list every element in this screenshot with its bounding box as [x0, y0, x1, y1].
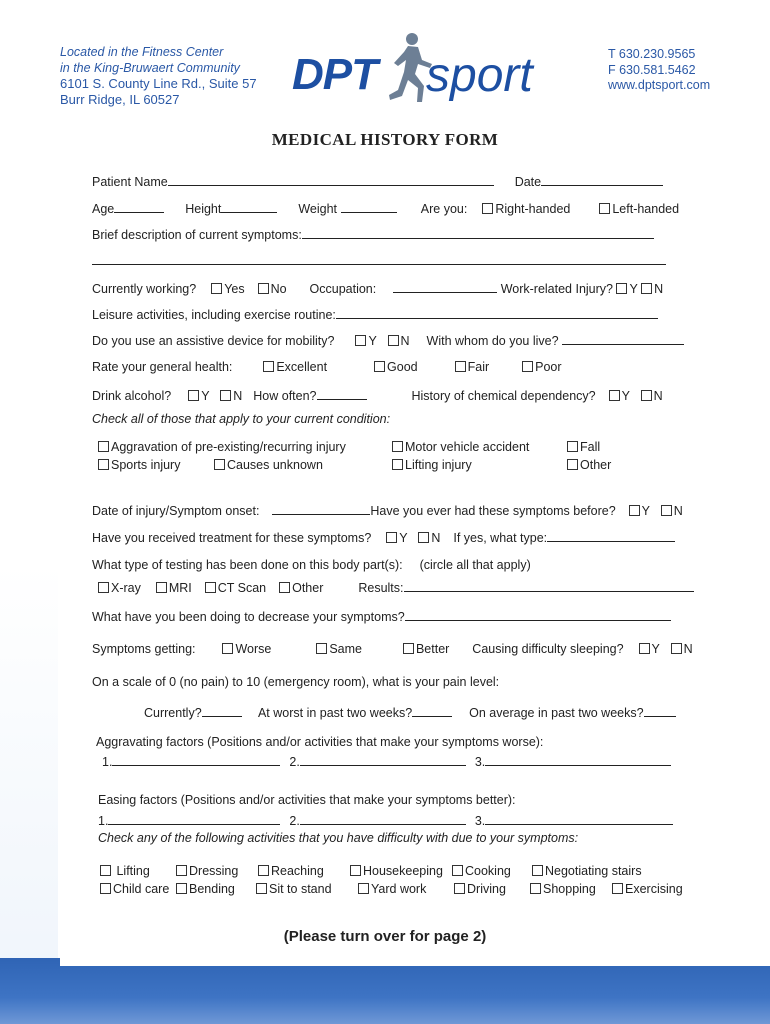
aggravation-label: Aggravation of pre-existing/recurring injury — [111, 440, 346, 454]
num-2: 2. — [289, 755, 300, 769]
num-2: 2. — [289, 814, 300, 828]
left-handed-label: Left-handed — [612, 202, 680, 216]
aggravating-1-field[interactable] — [112, 753, 280, 766]
dressing-label: Dressing — [189, 864, 239, 878]
had-before-y-checkbox[interactable] — [629, 505, 640, 516]
currently-label: Currently? — [144, 706, 202, 720]
testing-other-checkbox[interactable] — [279, 582, 290, 593]
activity-bending — [176, 882, 235, 896]
y-label: Y — [651, 642, 660, 656]
n-label: N — [683, 642, 693, 656]
causes-unknown-checkbox[interactable] — [214, 459, 225, 470]
cooking-label: Cooking — [465, 864, 511, 878]
date-field[interactable] — [541, 173, 663, 186]
patient-name-label: Patient Name — [92, 175, 168, 189]
decrease-field[interactable] — [405, 608, 671, 621]
condition-lifting — [392, 458, 472, 472]
y-label: Y — [399, 531, 408, 545]
n-label: N — [654, 282, 664, 296]
work-injury-label: Work-related Injury? — [500, 282, 613, 296]
right-handed-label: Right-handed — [495, 202, 571, 216]
y-label: Y — [201, 389, 210, 403]
child-care-checkbox[interactable] — [100, 883, 111, 894]
row-assistive — [92, 332, 684, 348]
pain-worst-field[interactable] — [412, 704, 452, 717]
sleeping-y-checkbox[interactable] — [639, 643, 650, 654]
weight-label: Weight — [298, 202, 338, 216]
good-checkbox[interactable] — [374, 361, 385, 372]
treatment-type-field[interactable] — [547, 529, 675, 542]
same-label: Same — [329, 642, 362, 656]
row-onset — [92, 502, 683, 518]
brief-desc-line-2[interactable] — [92, 264, 666, 265]
whom-field[interactable] — [562, 332, 684, 345]
activity-cooking — [452, 864, 511, 878]
row-decrease — [92, 608, 671, 624]
activity-child-care — [100, 882, 169, 896]
lifting-checkbox[interactable] — [100, 865, 111, 876]
age-label: Age — [92, 202, 115, 216]
form-title: MEDICAL HISTORY FORM — [271, 130, 499, 149]
dressing-checkbox[interactable] — [176, 865, 187, 876]
sit-stand-label: Sit to stand — [269, 882, 332, 896]
cooking-checkbox[interactable] — [452, 865, 463, 876]
occupation-field[interactable] — [393, 280, 497, 293]
activity-reaching — [258, 864, 324, 878]
driving-checkbox[interactable] — [454, 883, 465, 894]
are-you-label: Are you: — [420, 202, 468, 216]
sports-label: Sports injury — [111, 458, 181, 472]
y-label: Y — [621, 389, 630, 403]
housekeeping-checkbox[interactable] — [350, 865, 361, 876]
n-label: N — [400, 334, 410, 348]
onset-field[interactable] — [272, 502, 370, 515]
condition-other — [567, 458, 611, 472]
age-field[interactable] — [114, 200, 164, 213]
activity-yard-work — [358, 882, 426, 896]
fair-label: Fair — [467, 360, 490, 374]
if-yes-label: If yes, what type: — [453, 531, 548, 545]
logo-text-dpt: DPT — [292, 50, 377, 99]
reaching-label: Reaching — [271, 864, 324, 878]
row-aggravating-fields — [102, 753, 671, 769]
check-all-label: Check all of those that apply to your current condition: — [92, 412, 391, 426]
symptoms-getting-label: Symptoms getting: — [92, 642, 196, 656]
activity-dressing — [176, 864, 238, 878]
exercising-label: Exercising — [625, 882, 683, 896]
fax: F 630.581.5462 — [608, 62, 696, 77]
phone: T 630.230.9565 — [608, 47, 696, 61]
aggravating-2-field[interactable] — [300, 753, 466, 766]
treatment-label: Have you received treatment for these symptoms? — [92, 531, 372, 545]
driving-label: Driving — [467, 882, 506, 896]
yard-work-checkbox[interactable] — [358, 883, 369, 894]
condition-motor — [392, 440, 529, 454]
mri-label: MRI — [168, 581, 192, 595]
sports-checkbox[interactable] — [98, 459, 109, 470]
results-label: Results: — [358, 581, 404, 595]
no-label: No — [270, 282, 287, 296]
y-label: Y — [629, 282, 638, 296]
testing-other-label: Other — [292, 581, 324, 595]
assistive-label: Do you use an assistive device for mobility? — [92, 334, 335, 348]
yes-label: Yes — [224, 282, 245, 296]
row-health — [92, 360, 562, 374]
easing-1-field[interactable] — [108, 812, 280, 825]
had-before-n-checkbox[interactable] — [661, 505, 672, 516]
address-line: 6101 S. County Line Rd., Suite 57 — [60, 76, 257, 91]
poor-label: Poor — [535, 360, 562, 374]
address-line: Located in the Fitness Center — [60, 45, 224, 59]
easing-3-field[interactable] — [485, 812, 673, 825]
how-often-field[interactable] — [317, 387, 367, 400]
results-field[interactable] — [404, 579, 694, 592]
excellent-label: Excellent — [276, 360, 328, 374]
working-yes-checkbox[interactable] — [211, 283, 222, 294]
condition-sports — [98, 458, 180, 472]
rate-health-label: Rate your general health: — [92, 360, 233, 374]
assistive-y-checkbox[interactable] — [355, 335, 366, 346]
row-leisure — [92, 306, 658, 322]
row-treatment — [92, 529, 675, 545]
motor-label: Motor vehicle accident — [405, 440, 530, 454]
worse-label: Worse — [235, 642, 272, 656]
working-label: Currently working? — [92, 282, 197, 296]
row-symptoms — [92, 226, 654, 242]
shopping-checkbox[interactable] — [530, 883, 541, 894]
treatment-n-checkbox[interactable] — [418, 532, 429, 543]
ct-checkbox[interactable] — [205, 582, 216, 593]
chem-dep-y-checkbox[interactable] — [609, 390, 620, 401]
weight-field[interactable] — [341, 200, 397, 213]
good-label: Good — [387, 360, 418, 374]
address-line: Burr Ridge, IL 60527 — [60, 91, 180, 107]
working-no-checkbox[interactable] — [258, 283, 269, 294]
aggravation-checkbox[interactable] — [98, 441, 109, 452]
better-label: Better — [415, 642, 450, 656]
work-injury-n-checkbox[interactable] — [641, 283, 652, 294]
height-label: Height — [185, 202, 222, 216]
sit-stand-checkbox[interactable] — [256, 883, 267, 894]
sleeping-n-checkbox[interactable] — [671, 643, 682, 654]
aggravating-label: Aggravating factors (Positions and/or activities that make your symptoms worse): — [96, 735, 544, 749]
drink-n-checkbox[interactable] — [220, 390, 231, 401]
n-label: N — [233, 389, 243, 403]
activity-sit-stand — [256, 882, 332, 896]
exercising-checkbox[interactable] — [612, 883, 623, 894]
motor-checkbox[interactable] — [392, 441, 403, 452]
website: www.dptsport.com — [608, 78, 711, 92]
circle-all-label: (circle all that apply) — [419, 558, 531, 572]
stairs-checkbox[interactable] — [532, 865, 543, 876]
y-label: Y — [368, 334, 377, 348]
fall-label: Fall — [580, 440, 601, 454]
aggravating-3-field[interactable] — [485, 753, 671, 766]
sleeping-label: Causing difficulty sleeping? — [472, 642, 624, 656]
row-patient — [92, 173, 663, 189]
testing-label: What type of testing has been done on this body part(s): — [92, 558, 403, 572]
other-checkbox[interactable] — [567, 459, 578, 470]
reaching-checkbox[interactable] — [258, 865, 269, 876]
poor-checkbox[interactable] — [522, 361, 533, 372]
activity-lifting — [100, 864, 150, 878]
work-injury-y-checkbox[interactable] — [616, 283, 627, 294]
num-3: 3. — [474, 755, 486, 769]
shopping-label: Shopping — [543, 882, 596, 896]
num-1: 1. — [102, 755, 113, 769]
pain-average-field[interactable] — [644, 704, 676, 717]
fair-checkbox[interactable] — [455, 361, 466, 372]
row-testing — [92, 558, 531, 572]
child-care-label: Child care — [113, 882, 170, 896]
condition-aggravation — [98, 440, 346, 454]
address-line: in the King-Bruwaert Community — [60, 60, 240, 75]
left-handed-checkbox[interactable] — [599, 203, 610, 214]
how-often-label: How often? — [253, 389, 317, 403]
activity-driving — [454, 882, 506, 896]
patient-name-field[interactable] — [168, 173, 494, 186]
left-band — [0, 0, 58, 1024]
better-checkbox[interactable] — [403, 643, 414, 654]
num-3: 3. — [474, 814, 486, 828]
housekeeping-label: Housekeeping — [363, 864, 443, 878]
decrease-label: What have you been doing to decrease your symptoms? — [92, 610, 405, 624]
activity-housekeeping — [350, 864, 443, 878]
row-working — [92, 280, 663, 296]
whom-label: With whom do you live? — [426, 334, 559, 348]
worse-checkbox[interactable] — [222, 643, 233, 654]
average-label: On average in past two weeks? — [469, 706, 644, 720]
causes-unknown-label: Causes unknown — [227, 458, 323, 472]
easing-label: Easing factors (Positions and/or activities that make your symptoms better): — [98, 793, 516, 807]
onset-label: Date of injury/Symptom onset: — [92, 504, 260, 518]
row-symptoms-getting — [92, 642, 693, 656]
height-field[interactable] — [221, 200, 277, 213]
activity-stairs — [532, 864, 642, 878]
right-handed-checkbox[interactable] — [482, 203, 493, 214]
pain-current-field[interactable] — [202, 704, 242, 717]
n-label: N — [653, 389, 663, 403]
pain-scale-label: On a scale of 0 (no pain) to 10 (emergency room), what is your pain level: — [92, 675, 500, 689]
contact-block — [608, 47, 710, 94]
bending-checkbox[interactable] — [176, 883, 187, 894]
other-label: Other — [580, 458, 612, 472]
xray-checkbox[interactable] — [98, 582, 109, 593]
company-logo — [292, 30, 552, 120]
mri-checkbox[interactable] — [156, 582, 167, 593]
num-1: 1. — [98, 814, 109, 828]
worst-label: At worst in past two weeks? — [257, 706, 413, 720]
row-body — [92, 200, 679, 216]
n-label: N — [431, 531, 441, 545]
lifting-label: Lifting — [116, 864, 150, 878]
drink-y-checkbox[interactable] — [188, 390, 199, 401]
y-label: Y — [641, 504, 650, 518]
bending-label: Bending — [189, 882, 235, 896]
row-pain-levels — [144, 704, 676, 720]
brief-desc-label: Brief description of current symptoms: — [92, 228, 302, 242]
excellent-checkbox[interactable] — [263, 361, 274, 372]
occupation-label: Occupation: — [309, 282, 377, 296]
fall-checkbox[interactable] — [567, 441, 578, 452]
leisure-label: Leisure activities, including exercise routine: — [92, 308, 336, 322]
check-any-label: Check any of the following activities that you have difficulty with due to your symptoms: — [98, 831, 579, 845]
same-checkbox[interactable] — [316, 643, 327, 654]
had-before-label: Have you ever had these symptoms before? — [370, 504, 616, 518]
condition-unknown — [214, 458, 323, 472]
chem-dep-n-checkbox[interactable] — [641, 390, 652, 401]
ct-label: CT Scan — [217, 581, 267, 595]
leisure-field[interactable] — [336, 306, 658, 319]
easing-2-field[interactable] — [300, 812, 466, 825]
assistive-n-checkbox[interactable] — [388, 335, 399, 346]
row-testing-options — [98, 579, 694, 595]
turn-over-note: (Please turn over for page 2) — [283, 928, 487, 945]
lifting-injury-label: Lifting injury — [405, 458, 472, 472]
drink-label: Drink alcohol? — [92, 389, 172, 403]
row-easing-fields — [98, 812, 673, 828]
lifting-injury-checkbox[interactable] — [392, 459, 403, 470]
logo-text-sport: sport — [426, 49, 533, 102]
chem-dep-label: History of chemical dependency? — [411, 389, 596, 403]
row-alcohol — [92, 387, 663, 403]
stairs-label: Negotiating stairs — [545, 864, 642, 878]
address-block — [60, 45, 257, 107]
activity-exercising — [612, 882, 683, 896]
treatment-y-checkbox[interactable] — [386, 532, 397, 543]
date-label: Date — [514, 175, 542, 189]
bottom-band — [0, 958, 770, 1024]
activity-shopping — [530, 882, 596, 896]
condition-fall — [567, 440, 600, 454]
xray-label: X-ray — [111, 581, 141, 595]
brief-desc-field[interactable] — [302, 226, 654, 239]
yard-work-label: Yard work — [371, 882, 427, 896]
n-label: N — [673, 504, 683, 518]
